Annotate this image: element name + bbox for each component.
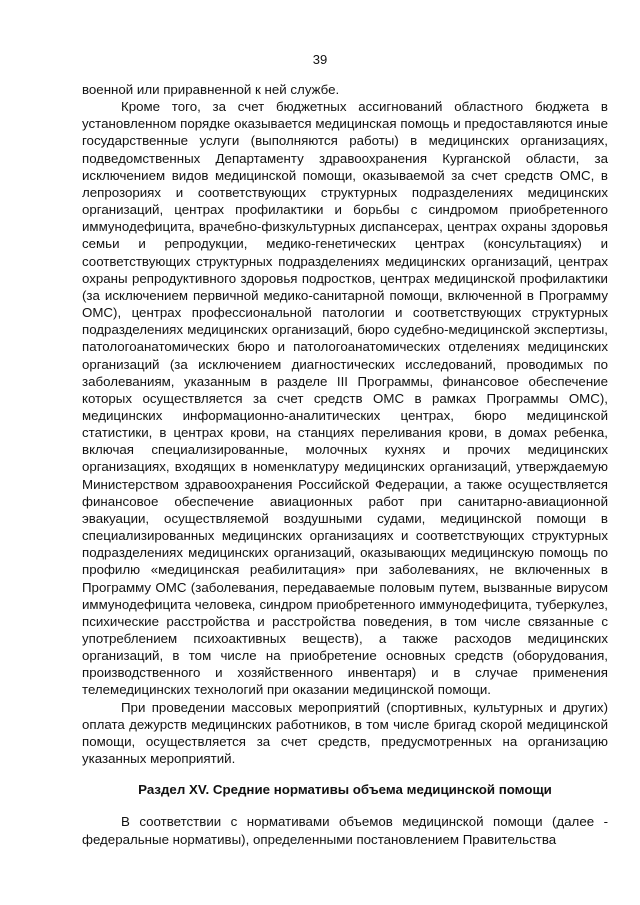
paragraph-budget-funding: Кроме того, за счет бюджетных ассигнований областного бюджета в установленном порядке оказывается медицинская помощь и предоставляются иные государственные услуги (выполняются работы) в медицинских организациях, подведомственных Департаменту здравоохранения Курганской области, за исключением видов медицинской помощи, оказываемой за счет средств ОМС, в лепрозориях и соответствующих структурных подразделениях медицинских организаций, центрах профилактики и борьбы с синдромом приобретенного иммунодефицита, врачебно-физкультурных диспансерах, центрах охраны здоровья семьи и репродукции, медико-генетических центрах (консультациях) и соответствующих структурных подразделениях медицинских организаций, центрах охраны репродуктивного здоровья подростков, центрах медицинской профилактики (за исключением первичной медико-санитарной помощи, включенной в Программу ОМС), центрах профессиональной патологии и соответствующих структурных подразделениях медицинских организаций, бюро судебно-медицинской экспертизы, патологоанатомических бюро и патологоанатомических отделениях медицинских организаций (за исключением диагностических исследований, проводимых по заболеваниям, указанным в разделе III Программы, финансовое обеспечение которых осуществляется за счет средств ОМС в рамках Программы ОМС), медицинских информационно-аналитических центрах, бюро медицинской статистики, в центрах крови, на станциях переливания крови, в домах ребенка, включая специализированные, молочных кухнях и прочих медицинских организациях, входящих в номенклатуру медицинских организаций, утверждаемую Министерством здравоохранения Российской Федерации, а также осуществляется финансовое обеспечение авиационных работ при санитарно-авиационной эвакуации, осуществляемой воздушными судами, медицинской помощи в специализированных медицинских организациях и соответствующих структурных подразделениях медицинских организаций, оказывающих медицинскую помощь по профилю «медицинская реабилитация» при заболеваниях, не включенных в Программу ОМС (заболевания, передаваемые половым путем, вызванные вирусом иммунодефицита человека, синдром приобретенного иммунодефицита, туберкулез, психические расстройства и расстройства поведения, в том числе связанные с употреблением психоактивных веществ), а также расходов медицинских организаций, в том числе на приобретение основных средств (оборудования, производственного и хозяйственного инвентаря) и в случае применения телемедицинских технологий при оказании медицинской помощи. <box>82 99 608 698</box>
section-heading: Раздел XV. Средние нормативы объема медицинской помощи <box>138 782 552 798</box>
paragraph-continuation: военной или приравненной к ней службе. <box>82 82 340 97</box>
page-number: 39 <box>312 52 328 67</box>
paragraph-mass-events: При проведении массовых мероприятий (спортивных, культурных и других) оплата дежурств медицинских работников, в том числе бригад скорой медицинской помощи, осуществляется за счет средств, предусмотренных на организацию указанных мероприятий. <box>82 699 608 767</box>
document-body <box>82 81 608 848</box>
paragraph-federal-norms: В соответствии с нормативами объемов медицинской помощи (далее - федеральные нормативы), определенными постановлением Правительства <box>82 814 608 847</box>
